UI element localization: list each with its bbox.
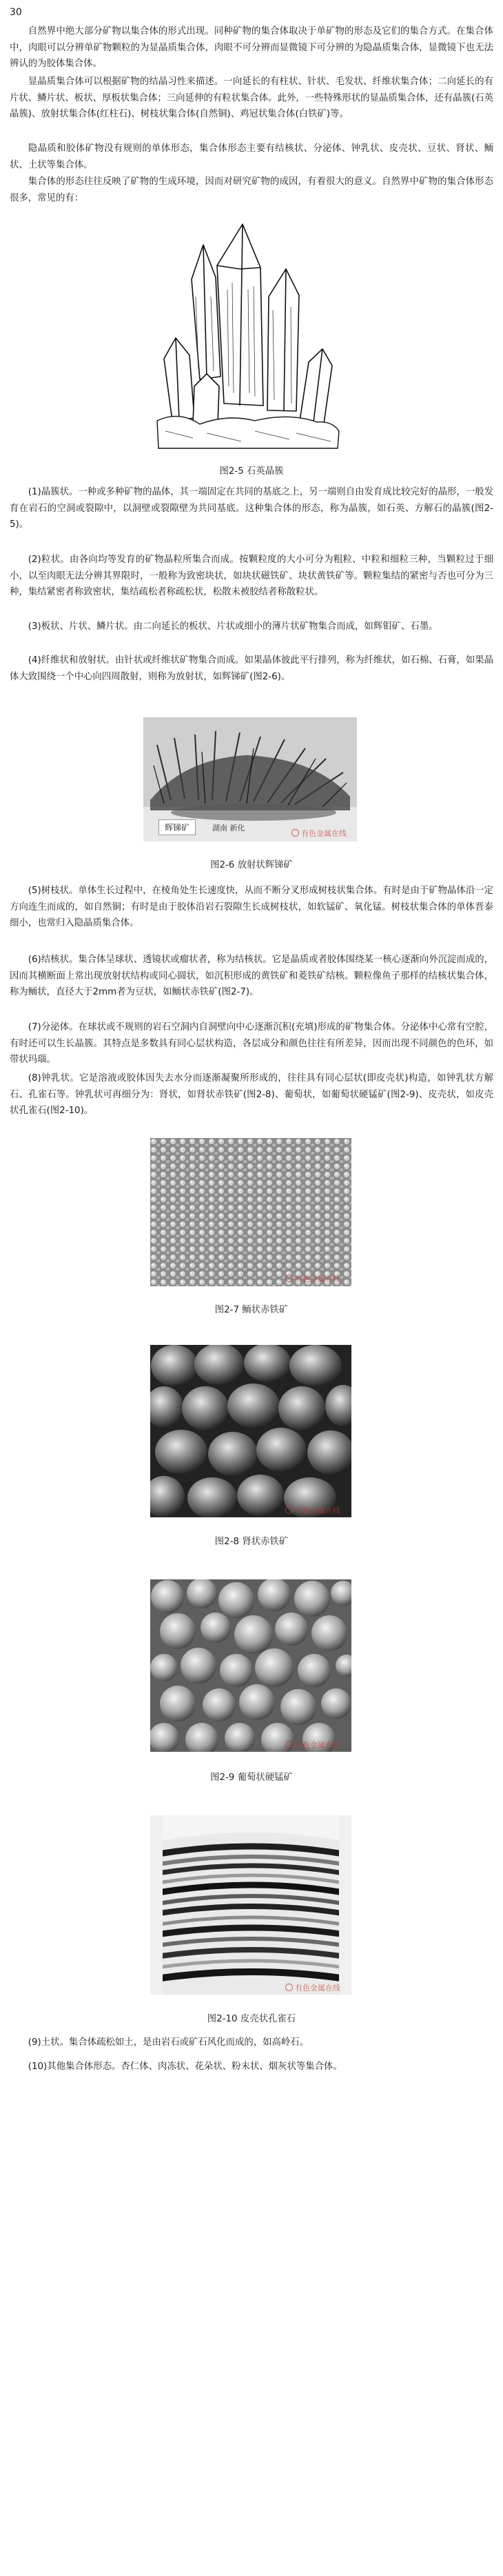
- paragraph-crystalline: 显晶质集合体可以根据矿物的结晶习性来描述。一向延长的有柱状、针状、毛发状、纤维状集合体；二向延长的有片状、鳞片状、板状、厚板状集合体；三向延伸的有粒状集合体。此外，一些特殊形状的显晶质集合体，还有晶簇(石英晶簇)、放射状集合体(红柱石)、树枝状集合体(自然铜)、鸡冠状集合体(白铁矿)等。: [10, 77, 493, 119]
- caption-figure-2-9: 图2-9 葡萄状硬锰矿: [210, 1773, 293, 1783]
- watermark: 有色金属在线: [285, 1273, 340, 1284]
- paragraph-other-forms: (10)其他集合体形态。杏仁体、肉冻状、花朵状、粉末状、烟灰状等集合体。: [28, 2061, 342, 2072]
- caption-figure-2-5: 图2-5 石英晶簇: [219, 466, 284, 477]
- figure-stibnite-photo: [143, 717, 357, 841]
- paragraph-granular: (2)粒状。由各向均等发育的矿物晶粒所集合而成。按颗粒度的大小可分为粗粒、中粒和细粒三种，当颗粒过于细小，以至肉眼无法分辨其界限时，一般称为致密块状，如块状磁铁矿、块状黄铁矿等。颗粒集结的紧密与否也可分为三种，集结紧密者称致密状，集结疏松者称疏松状，松散未被胶结者称散粒状。: [10, 555, 493, 597]
- paragraph-earthy: (9)土状。集合体疏松如土，是由岩石或矿石风化而成的，如高岭石。: [28, 2037, 309, 2048]
- caption-figure-2-8: 图2-8 肾状赤铁矿: [214, 1537, 289, 1547]
- paragraph-cryptocrystalline: 隐晶质和胶体矿物没有规则的单体形态，集合体形态主要有结核状、分泌体、钟乳状、皮壳状、豆状、肾状、鲕状、土状等集合体。: [10, 143, 493, 170]
- watermark: 有色金属在线: [285, 1505, 340, 1516]
- paragraph-stalactitic: (8)钟乳状。它是溶液或胶体因失去水分而逐渐凝聚所形成的，往往具有同心层状(即皮壳状)构造，如钟乳状方解石、孔雀石等。钟乳状可再细分为：肾状，如肾状赤铁矿(图2-8)、葡萄状，如葡萄状硬锰矿(图2-9)、皮壳状，如皮壳状孔雀石(图2-10)。: [10, 1073, 493, 1116]
- paragraph-secretion: (7)分泌体。在球状或不规则的岩石空洞内自洞壁向中心逐渐沉积(充填)形成的矿物集合体。分泌体中心常有空腔，有时还可以生长晶簇。其特点是多数具有同心层状构造，各层成分和颜色往往有所差异，因而出现不同颜色的色环，如带状玛瑙。: [10, 1022, 493, 1065]
- figure-quartz-druse: [152, 214, 345, 452]
- paragraph-platy: (3)板状、片状、鳞片状。由二向延长的板状、片状或细小的薄片状矿物集合而成，如辉钼矿、石墨。: [28, 621, 438, 632]
- paragraph-significance: 集合体的形态往往反映了矿物的生成环境，因而对研究矿物的成因，有着很大的意义。自然界中矿物的集合体形态很多，常见的有：: [10, 177, 493, 203]
- paragraph-intro: 自然界中绝大部分矿物以集合体的形式出现。同种矿物的集合体取决于单矿物的形态及它们的集合方式。在集合体中，肉眼可以分辨单矿物颗粒的为显晶质集合体，肉眼不可分辨而显微镜下可分辨的为隐晶质集合体，显微镜下也无法辨认的为胶体集合体。: [10, 26, 493, 69]
- caption-figure-2-10: 图2-10 皮壳状孔雀石: [207, 2014, 296, 2024]
- paragraph-dendritic: (5)树枝状。单体生长过程中，在棱角处生长速度快，从而不断分叉形成树枝状集合体。有时是由于矿物晶体沿一定方向连生而成的，如自然铜；有时是由于胶体沿岩石裂隙生长成树枝状，如软锰矿、氧化锰。树枝状集合体的单体晋泰细小，也常归入隐晶质集合体。: [10, 886, 493, 928]
- watermark: 有色金属在线: [291, 828, 347, 839]
- specimen-name-label: 辉锑矿: [158, 819, 196, 835]
- figure-botryoidal-psilomelane-photo: [150, 1579, 351, 1752]
- watermark: 有色金属在线: [285, 1982, 340, 1993]
- figure-crustiform-malachite-photo: [150, 1815, 351, 1995]
- figure-oolitic-hematite-photo: [150, 1138, 351, 1286]
- specimen-origin-label: 湖南 新化: [212, 823, 245, 832]
- paragraph-druse: (1)晶簇状。一种或多种矿物的晶体，其一端固定在共同的基底之上，另一端则自由发育成比较完好的晶形，一般发育在岩石的空洞或裂隙中，以洞壁或裂隙壁为共同基底。这种集合体的形态，称为晶簇，如石英、方解石的晶簇(图2-5)。: [10, 487, 493, 530]
- page-number: 30: [10, 7, 22, 18]
- caption-figure-2-7: 图2-7 鲕状赤铁矿: [214, 1305, 289, 1315]
- caption-figure-2-6: 图2-6 放射状辉锑矿: [210, 860, 293, 870]
- paragraph-concretion: (6)结核状。集合体呈球状、透镜状或瘤状者，称为结核状。它是晶质或者胶体围绕某一核心逐渐向外沉淀而成的，因而其横断面上常出现放射状结构或同心圆状，如沉积形成的黄铁矿和菱铁矿结核。颗粒像鱼子那样的结核状集合体，称为鲕状，直径大于2mm者为豆状，如鲕状赤铁矿(图2-7)。: [10, 955, 493, 997]
- paragraph-fibrous: (4)纤维状和放射状。由针状或纤维状矿物集合而成。如果晶体彼此平行排列，称为纤维状，如石棉、石膏，如果晶体大致围绕一个中心向四周散射，则称为放射状，如辉锑矿(图2-6)。: [10, 655, 493, 682]
- watermark: 有色金属在线: [285, 1739, 340, 1750]
- figure-reniform-hematite-photo: [150, 1345, 351, 1517]
